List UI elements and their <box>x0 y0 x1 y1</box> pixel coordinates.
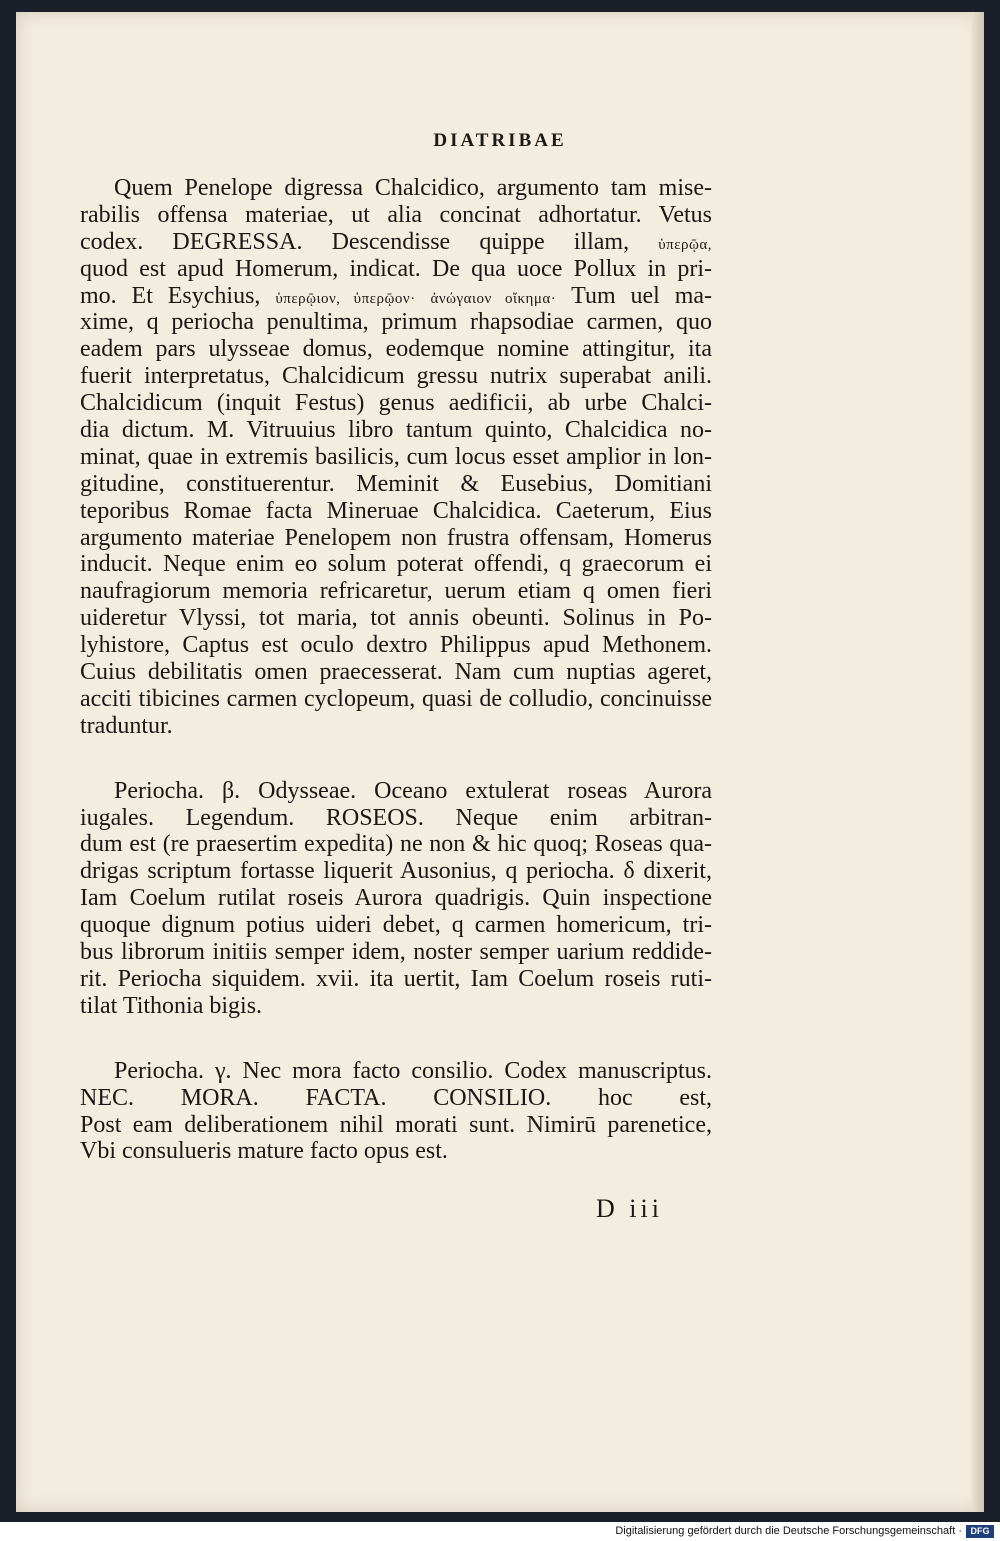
text-line: uideretur Vlyssi, tot maria, tot annis obeunti. Solinus in Po- <box>80 605 712 632</box>
text-line: dia dictum. M. Vitruuius libro tantum quinto, Chalcidica no- <box>80 417 712 444</box>
text-line: rit. Periocha siquidem. xvii. ita uertit, Iam Coelum roseis ruti- <box>80 965 712 992</box>
text-line: acciti tibicines carmen cyclopeum, quasi de colludio, concinuisse <box>80 685 712 712</box>
dfg-logo-icon: DFG <box>966 1525 994 1538</box>
greek-word: ἀνώγαιον οἴκημα· <box>430 290 557 307</box>
body-text <box>80 175 712 1203</box>
text-line: minat, quae in extremis basilicis, cum locus esset amplior in lon- <box>80 443 712 470</box>
text-line: drigas scriptum fortasse liquerit Ausonius, q periocha. δ dixerit, <box>80 858 712 885</box>
running-head: DIATRIBAE <box>433 130 567 151</box>
text-fragment: mo. Et Esychius, <box>80 282 261 309</box>
text-fragment: Tum uel ma- <box>571 282 713 309</box>
text-line: dum est (re praesertim expedita) ne non & hic quoq; Roseas qua- <box>80 831 712 858</box>
text-line: Periocha. γ. Nec mora facto consilio. Codex manuscriptus. <box>114 1057 712 1084</box>
text-line: argumento materiae Penelopem non frustra offensam, Homerus <box>80 524 712 551</box>
funding-credit: Digitalisierung gefördert durch die Deutsche Forschungsgemeinschaft · <box>615 1525 962 1537</box>
text-line: Post eam deliberationem nihil morati sunt. Nimirū parenetice, <box>80 1111 712 1138</box>
text-line: NEC. MORA. FACTA. CONSILIO. hoc est, <box>80 1084 712 1111</box>
text-line: Vbi consulueris mature facto opus est. <box>80 1138 448 1165</box>
text-line: bus librorum initiis semper idem, noster semper uarium reddide- <box>80 939 712 966</box>
paragraph-1 <box>80 175 712 740</box>
text-line: quoque dignum potius uideri debet, q carmen homericum, tri- <box>80 912 712 939</box>
signature-mark: D iii <box>596 1194 663 1223</box>
text-line <box>80 229 712 256</box>
greek-word: ὑπερῷιον, ὑπερῷον· <box>275 290 416 307</box>
text-line: naufragiorum memoria refricaretur, uerum etiam q omen fieri <box>80 578 712 605</box>
text-line <box>80 283 712 310</box>
text-line: eadem pars ulysseae domus, eodemque nomine attingitur, ita <box>80 336 712 363</box>
text-line: xime, q periocha penultima, primum rhapsodiae carmen, quo <box>80 309 712 336</box>
page-edge <box>972 12 984 1512</box>
footer-bar <box>0 1524 1000 1541</box>
paragraph-2 <box>80 778 712 1020</box>
text-line: Quem Penelope digressa Chalcidico, argumento tam mise- <box>114 175 712 201</box>
paragraph-3 <box>80 1058 712 1166</box>
text-line: fuerit interpretatus, Chalcidicum gressu nutrix superabat anili. <box>80 363 712 390</box>
text-line: Periocha. β. Odysseae. Oceano extulerat roseas Aurora <box>114 777 712 804</box>
text-line: Iam Coelum rutilat roseis Aurora quadrigis. Quin inspectione <box>80 885 712 912</box>
text-line: Cuius debilitatis omen praecesserat. Nam cum nuptias ageret, <box>80 659 712 686</box>
text-line: gitudine, constituerentur. Meminit & Eusebius, Domitiani <box>80 470 712 497</box>
text-fragment: codex. DEGRESSA. Descendisse quippe illam, <box>80 228 630 255</box>
text-line: iugales. Legendum. ROSEOS. Neque enim arbitran- <box>80 804 712 831</box>
text-line: rabilis offensa materiae, ut alia concinat adhortatur. Vetus <box>80 201 712 228</box>
greek-word: ὑπερῷα, <box>658 236 712 253</box>
text-line: traduntur. <box>80 712 173 739</box>
text-line: teporibus Romae facta Mineruae Chalcidica. Caeterum, Eius <box>80 497 712 524</box>
text-line: quod est apud Homerum, indicat. De qua uoce Pollux in pri- <box>80 255 712 282</box>
text-line: lyhistore, Captus est oculo dextro Philippus apud Methonem. <box>80 632 712 659</box>
text-line: inducit. Neque enim eo solum poterat offendi, q graecorum ei <box>80 551 712 578</box>
text-line: tilat Tithonia bigis. <box>80 992 263 1019</box>
text-line: Chalcidicum (inquit Festus) genus aedificii, ab urbe Chalci- <box>80 390 712 417</box>
